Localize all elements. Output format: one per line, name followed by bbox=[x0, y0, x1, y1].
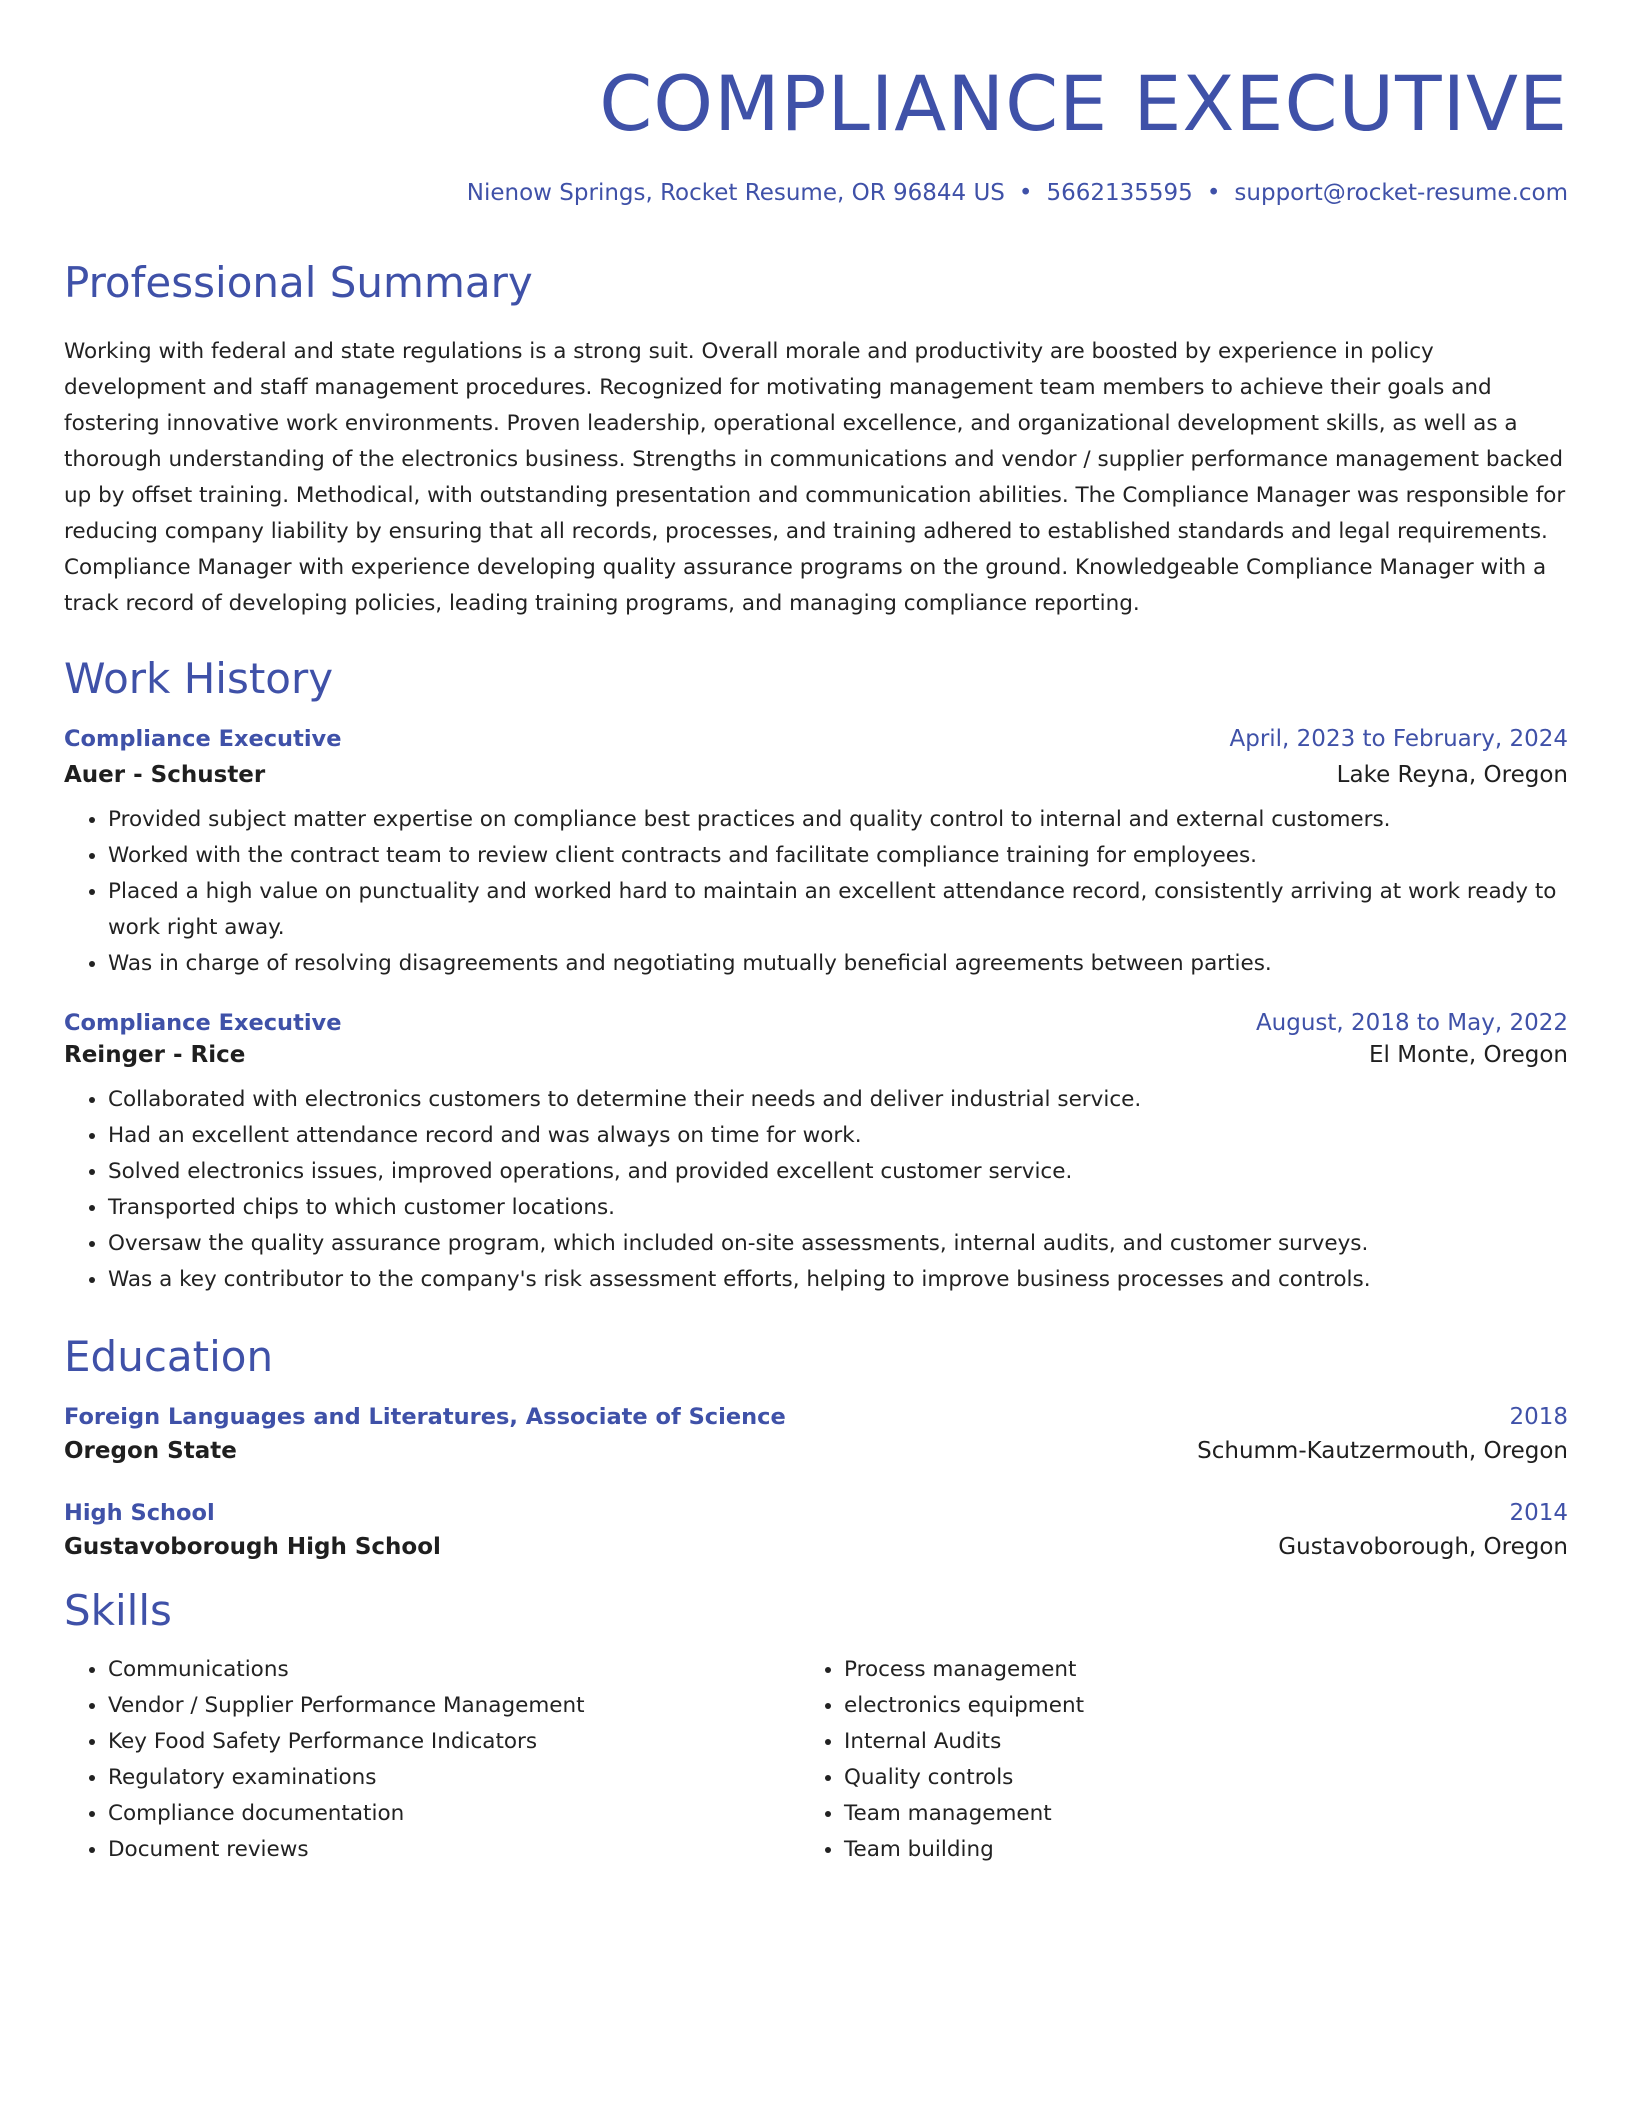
contact-separator: • bbox=[1206, 180, 1221, 206]
education-school: Oregon State bbox=[64, 1438, 237, 1464]
job-role: Compliance Executive bbox=[64, 726, 342, 752]
list-item: • Had an excellent attendance record and was always on time for work. bbox=[108, 1118, 1568, 1154]
contact-email: support@rocket-resume.com bbox=[1234, 180, 1568, 206]
skill-item: • Vendor / Supplier Performance Management bbox=[108, 1688, 800, 1724]
job-company: Reinger - Rice bbox=[64, 1042, 246, 1068]
job-company-row bbox=[64, 762, 1568, 788]
list-item: • Was in charge of resolving disagreements and negotiating mutually beneficial agreements between parties. bbox=[108, 946, 1568, 982]
skill-item: • Team management bbox=[844, 1796, 1500, 1832]
list-item: • Provided subject matter expertise on compliance best practices and quality control to internal and external customers. bbox=[108, 802, 1568, 838]
job-entry bbox=[64, 726, 1568, 982]
skill-item: • Key Food Safety Performance Indicators bbox=[108, 1724, 800, 1760]
list-item: • Worked with the contract team to review client contracts and facilitate compliance training for employees. bbox=[108, 838, 1568, 874]
summary-heading: Professional Summary bbox=[64, 258, 533, 307]
skill-item: • Process management bbox=[844, 1652, 1500, 1688]
list-item: • Collaborated with electronics customers to determine their needs and deliver industrial service. bbox=[108, 1082, 1568, 1118]
job-bullets bbox=[64, 802, 1568, 982]
education-year: 2014 bbox=[1509, 1500, 1568, 1526]
skills-grid bbox=[64, 1652, 1568, 1868]
skills-heading: Skills bbox=[64, 1586, 172, 1635]
job-bullets bbox=[64, 1082, 1568, 1298]
job-company: Auer - Schuster bbox=[64, 762, 266, 788]
skill-item: • Communications bbox=[108, 1652, 800, 1688]
skill-item: • Compliance documentation bbox=[108, 1796, 800, 1832]
education-entry bbox=[64, 1500, 1568, 1560]
job-location: Lake Reyna, Oregon bbox=[1336, 762, 1568, 788]
education-degree: High School bbox=[64, 1500, 215, 1526]
job-dates: April, 2023 to February, 2024 bbox=[1229, 726, 1568, 752]
skill-item: • Regulatory examinations bbox=[108, 1760, 800, 1796]
education-degree: Foreign Languages and Literatures, Associate of Science bbox=[64, 1404, 786, 1430]
list-item: • Transported chips to which customer locations. bbox=[108, 1190, 1568, 1226]
education-school: Gustavoborough High School bbox=[64, 1534, 441, 1560]
list-item: • Oversaw the quality assurance program, which included on-site assessments, internal audits, and customer surveys. bbox=[108, 1226, 1568, 1262]
education-entry bbox=[64, 1404, 1568, 1464]
skill-item: • Quality controls bbox=[844, 1760, 1500, 1796]
education-location: Schumm-Kautzermouth, Oregon bbox=[1197, 1438, 1568, 1464]
skill-item: • Document reviews bbox=[108, 1832, 800, 1868]
job-dates: August, 2018 to May, 2022 bbox=[1255, 1010, 1568, 1036]
contact-address: Nienow Springs, Rocket Resume, OR 96844 US bbox=[466, 180, 1005, 206]
job-header-row bbox=[64, 726, 1568, 752]
work-history-heading: Work History bbox=[64, 654, 334, 703]
resume-header bbox=[64, 0, 1568, 206]
list-item: • Placed a high value on punctuality and worked hard to maintain an excellent attendance record, consistently arriving at work ready to work right away. bbox=[108, 874, 1568, 946]
list-item: • Was a key contributor to the company's risk assessment efforts, helping to improve business processes and controls. bbox=[108, 1262, 1568, 1298]
skills-column bbox=[800, 1652, 1500, 1868]
education-header-row bbox=[64, 1500, 1568, 1526]
job-company-row bbox=[64, 1042, 1568, 1068]
skill-item: • electronics equipment bbox=[844, 1688, 1500, 1724]
contact-separator: • bbox=[1018, 180, 1033, 206]
list-item: • Solved electronics issues, improved operations, and provided excellent customer service. bbox=[108, 1154, 1568, 1190]
job-role: Compliance Executive bbox=[64, 1010, 342, 1036]
contact-phone: 5662135595 bbox=[1046, 180, 1193, 206]
summary-text: Working with federal and state regulations is a strong suit. Overall morale and productivity are boosted by experience in policy development and staff management procedures. Recognized for motivating management team members to achieve their goals and fostering innovative work environments. Proven leadership, operational excellence, and organizational development skills, as well as a thorough understanding of the electronics business. Strengths in communications and vendor / supplier performance management backed up by offset training. Methodical, with outstanding presentation and communication abilities. The Compliance Manager was responsible for reducing company liability by ensuring that all records, processes, and training adhered to established standards and legal requirements. Compliance Manager with experience developing quality assurance programs on the ground. Knowledgeable Compliance Manager with a track record of developing policies, leading training programs, and managing compliance reporting. bbox=[64, 339, 1566, 616]
skill-item: • Internal Audits bbox=[844, 1724, 1500, 1760]
job-location: El Monte, Oregon bbox=[1369, 1042, 1568, 1068]
education-header-row bbox=[64, 1404, 1568, 1430]
resume-name: COMPLIANCE EXECUTIVE bbox=[599, 59, 1568, 148]
education-school-row bbox=[64, 1438, 1568, 1464]
education-location: Gustavoborough, Oregon bbox=[1278, 1534, 1568, 1560]
skill-item: • Team building bbox=[844, 1832, 1500, 1868]
education-heading: Education bbox=[64, 1332, 274, 1381]
job-header-row bbox=[64, 1010, 1568, 1036]
education-year: 2018 bbox=[1509, 1404, 1568, 1430]
skills-column bbox=[64, 1652, 800, 1868]
job-entry bbox=[64, 1010, 1568, 1298]
contact-line bbox=[64, 180, 1568, 206]
education-school-row bbox=[64, 1534, 1568, 1560]
